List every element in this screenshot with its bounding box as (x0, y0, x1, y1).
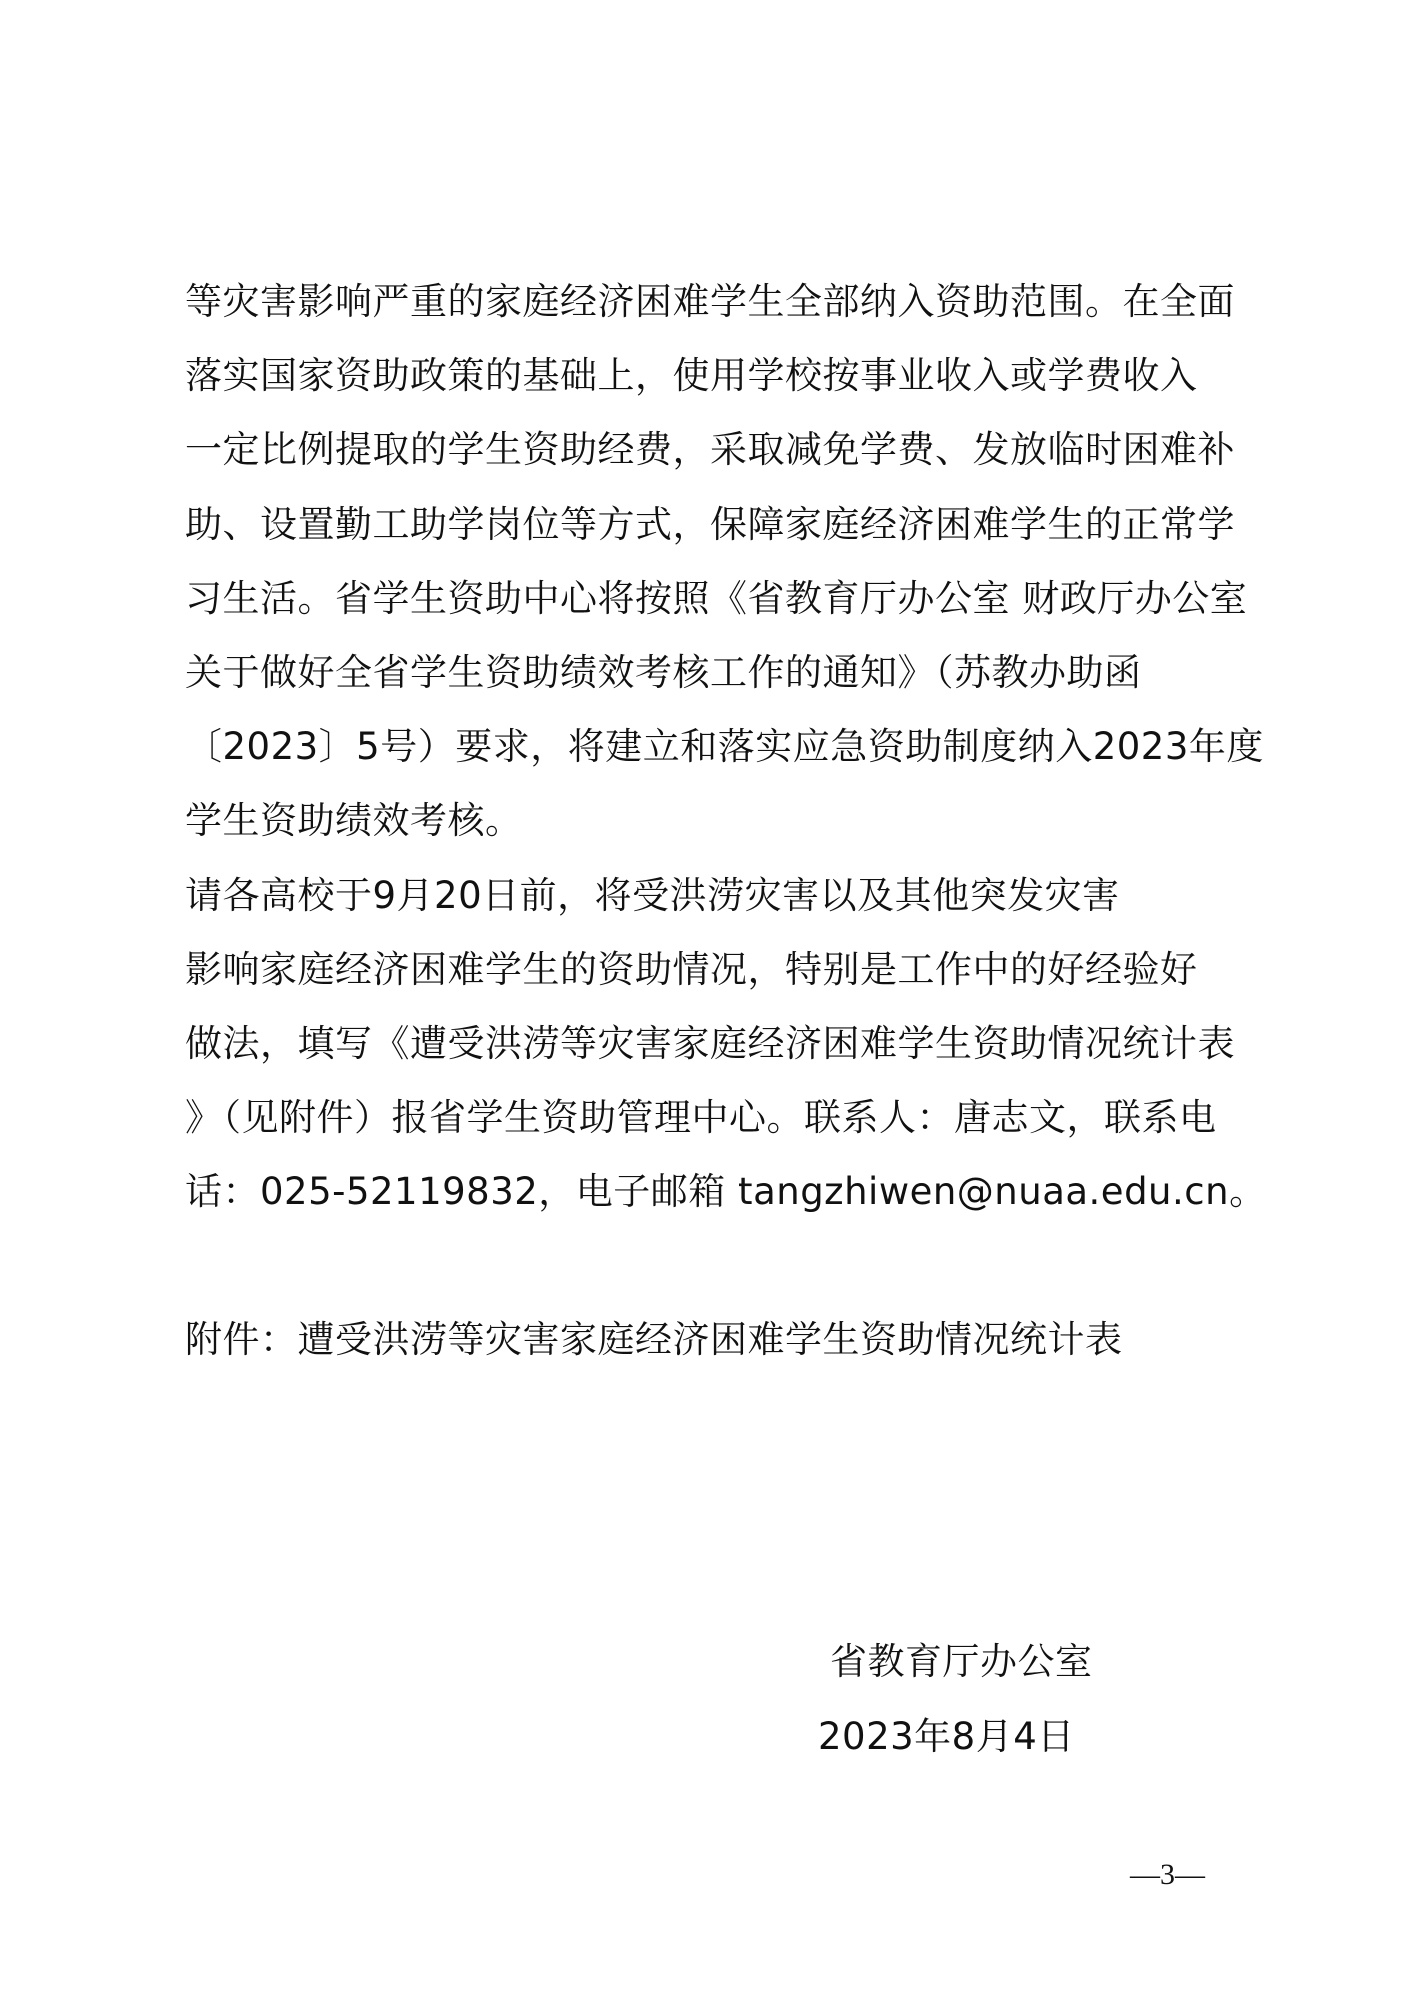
body-line: 一定比例提取的学生资助经费，采取减免学费、发放临时困难补 (185, 428, 1235, 471)
body-line: 请各高校于9月20日前，将受洪涝灾害以及其他突发灾害 (185, 874, 1120, 917)
body-line: 习生活。省学生资助中心将按照《省教育厅办公室 财政厅办公室 (185, 577, 1248, 620)
attachment-line: 附件：遭受洪涝等灾害家庭经济困难学生资助情况统计表 (185, 1318, 1123, 1361)
issuer-name: 省教育厅办公室 (830, 1640, 1093, 1683)
body-line: 做法，填写《遭受洪涝等灾害家庭经济困难学生资助情况统计表 (185, 1022, 1235, 1065)
body-line: 等灾害影响严重的家庭经济困难学生全部纳入资助范围。在全面 (185, 280, 1235, 323)
body-line: 学生资助绩效考核。 (185, 799, 523, 842)
issue-date: 2023年8月4日 (818, 1715, 1075, 1758)
body-line: 关于做好全省学生资助绩效考核工作的通知》（苏教办助函 (185, 651, 1142, 694)
body-line: 话：025-52119832，电子邮箱 tangzhiwen@nuaa.edu.cn。 (185, 1170, 1267, 1213)
body-line: 〔2023〕5号）要求，将建立和落实应急资助制度纳入2023年度 (185, 725, 1264, 768)
body-line: 影响家庭经济困难学生的资助情况，特别是工作中的好经验好 (185, 948, 1198, 991)
page-number: —3— (1130, 1858, 1205, 1891)
body-line: 落实国家资助政策的基础上，使用学校按事业收入或学费收入 (185, 354, 1198, 397)
body-line: 助、设置勤工助学岗位等方式，保障家庭经济困难学生的正常学 (185, 503, 1235, 546)
body-line: 》（见附件）报省学生资助管理中心。联系人：唐志文，联系电 (185, 1096, 1217, 1139)
